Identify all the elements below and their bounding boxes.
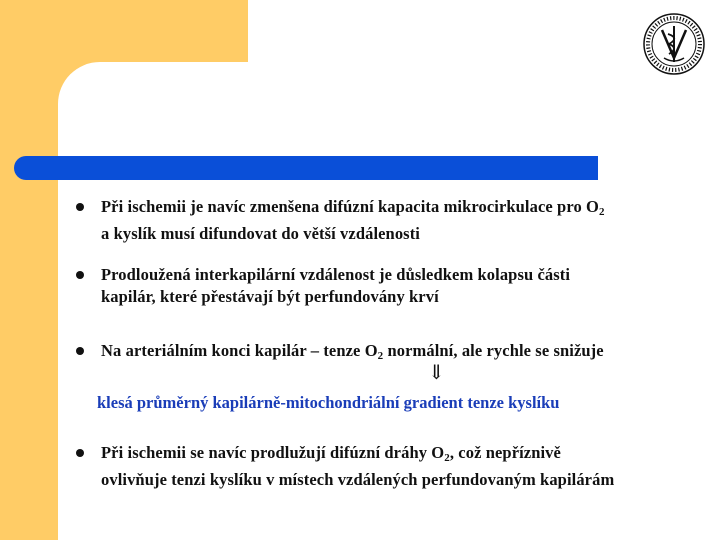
bullet-text [101, 196, 716, 245]
bullet-text-part: Prodloužená interkapilární vzdálenost je důsledkem kolapsu části [101, 265, 571, 284]
bullet-text [101, 340, 716, 367]
bullet-dot [76, 203, 84, 211]
bullet-text-part: Při ischemii je navíc zmenšena difúzní kapacita mikrocirkulace pro O [101, 197, 599, 216]
bullet-dot [76, 449, 84, 457]
subscript: 2 [444, 452, 450, 464]
bullet-dot [76, 271, 84, 279]
bullet-text-part: kapilár, které přestávají být perfundovány krví [101, 287, 439, 306]
bullet-text-part: Na arteriálním konci kapilár – tenze O [101, 341, 378, 360]
bullet-dot [76, 347, 84, 355]
bullet-text [101, 264, 716, 308]
bullet-text-part: Při ischemii se navíc prodlužují difúzní dráhy O [101, 443, 445, 462]
bullet-text-part: ovlivňuje tenzi kyslíku v místech vzdálených perfundovaným kapilárám [101, 470, 615, 489]
university-seal-icon [642, 12, 706, 76]
subscript: 2 [377, 350, 384, 362]
conclusion-text: klesá průměrný kapilárně-mitochondriální gradient tenze kyslíku [97, 393, 560, 412]
down-arrow-icon: ⇓ [428, 362, 445, 384]
bullet-text-part: normální, ale rychle se snižuje [383, 341, 604, 360]
title-bar [14, 156, 598, 180]
bullet-text-part: a kyslík musí difundovat do větší vzdálenosti [101, 224, 420, 243]
bullet-text-part: , což nepříznivě [449, 443, 561, 462]
subscript: 2 [598, 206, 605, 218]
bullet-text [101, 442, 716, 491]
side-strip-decoration [0, 160, 58, 540]
